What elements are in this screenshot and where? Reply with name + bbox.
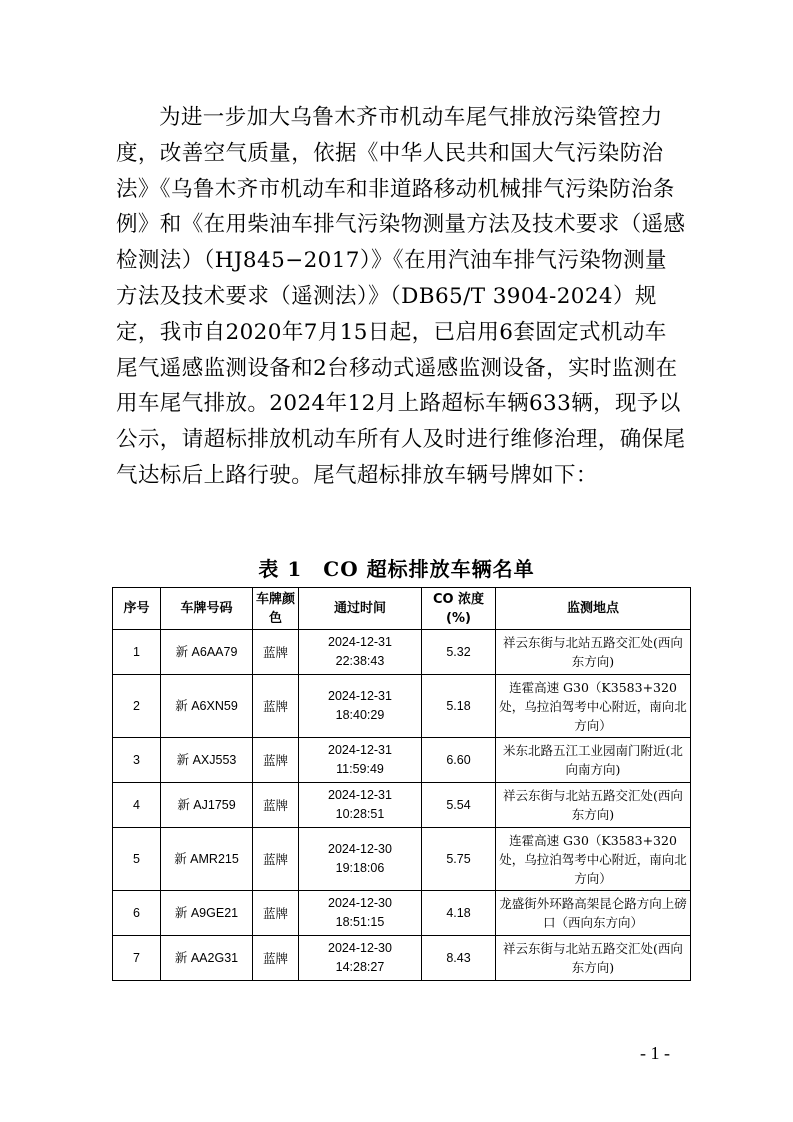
cell-plate: 新 A6XN59: [161, 675, 253, 738]
cell-date: 2024-12-30: [328, 896, 392, 910]
cell-time: [299, 675, 422, 738]
cell-seq: 4: [113, 783, 161, 828]
cell-co: 5.75: [422, 828, 496, 891]
cell-color: 蓝牌: [253, 828, 299, 891]
cell-location: 连霍高速 G30（K3583+320 处，乌拉泊驾考中心附近，南向北方向）: [496, 675, 691, 738]
cell-co: 5.32: [422, 630, 496, 675]
table-row: [113, 891, 691, 936]
cell-seq: 5: [113, 828, 161, 891]
cell-location: 龙盛街外环路高架昆仑路方向上磅口（西向东方向）: [496, 891, 691, 936]
cell-date: 2024-12-30: [328, 842, 392, 856]
body-paragraph: [116, 100, 688, 494]
cell-plate: 新 AXJ553: [161, 738, 253, 783]
cell-date: 2024-12-30: [328, 941, 392, 955]
cell-clock: 11:59:49: [336, 762, 384, 776]
cell-color: 蓝牌: [253, 738, 299, 783]
cell-time: [299, 783, 422, 828]
cell-time: [299, 936, 422, 981]
header-color: 车牌颜色: [253, 588, 299, 630]
cell-clock: 22:38:43: [335, 654, 385, 668]
cell-co: 4.18: [422, 891, 496, 936]
cell-color: 蓝牌: [253, 891, 299, 936]
cell-seq: 3: [113, 738, 161, 783]
page-number: - 1 -: [640, 1043, 670, 1063]
cell-date: 2024-12-31: [328, 689, 392, 703]
table-row: [113, 783, 691, 828]
cell-plate: 新 AJ1759: [161, 783, 253, 828]
cell-location: 祥云东街与北站五路交汇处(西向东方向): [496, 783, 691, 828]
cell-date: 2024-12-31: [328, 635, 392, 649]
co-exceed-table: [112, 587, 691, 981]
cell-date: 2024-12-31: [328, 788, 392, 802]
cell-location: 祥云东街与北站五路交汇处(西向东方向): [496, 936, 691, 981]
table-row: [113, 675, 691, 738]
cell-time: [299, 738, 422, 783]
cell-plate: 新 A9GE21: [161, 891, 253, 936]
cell-plate: 新 AA2G31: [161, 936, 253, 981]
cell-seq: 7: [113, 936, 161, 981]
cell-co: 5.54: [422, 783, 496, 828]
cell-time: [299, 630, 422, 675]
header-location: 监测地点: [496, 588, 691, 630]
cell-date: 2024-12-31: [328, 743, 392, 757]
cell-clock: 18:51:15: [335, 915, 385, 929]
cell-seq: 2: [113, 675, 161, 738]
header-time: 通过时间: [299, 588, 422, 630]
cell-time: [299, 891, 422, 936]
cell-color: 蓝牌: [253, 675, 299, 738]
cell-clock: 19:18:06: [335, 861, 385, 875]
cell-location: 米东北路五江工业园南门附近(北向南方向): [496, 738, 691, 783]
cell-seq: 1: [113, 630, 161, 675]
cell-co: 8.43: [422, 936, 496, 981]
table-row: [113, 936, 691, 981]
table-row: [113, 630, 691, 675]
cell-clock: 18:40:29: [335, 708, 385, 722]
cell-color: 蓝牌: [253, 936, 299, 981]
cell-time: [299, 828, 422, 891]
paragraph-text: 为进一步加大乌鲁木齐市机动车尾气排放污染管控力度，改善空气质量，依据《中华人民共和国大气污染防治法》《乌鲁木齐市机动车和非道路移动机械排气污染防治条例》和《在用柴油车排气污染物测量方法及技术要求（遥感检测法）（HJ845−2017）》《在用汽油车排气污染物测量方法及技术要求（遥测法）》（DB65/T 3904-2024）规定，我市自2020年7月15日起，已启用6套固定式机动车尾气遥感监测设备和2台移动式遥感监测设备，实时监测在用车尾气排放。2024年12月上路超标车辆633辆，现予以公示，请超标排放机动车所有人及时进行维修治理，确保尾气达标后上路行驶。尾气超标排放车辆号牌如下：: [116, 105, 686, 488]
header-co: CO 浓度(%): [422, 588, 496, 630]
table-title: 表 1 CO 超标排放车辆名单: [258, 557, 535, 581]
table-row: [113, 828, 691, 891]
table-header-row: [113, 588, 691, 630]
cell-co: 6.60: [422, 738, 496, 783]
header-seq: 序号: [113, 588, 161, 630]
table-row: [113, 738, 691, 783]
cell-clock: 10:28:51: [335, 807, 385, 821]
cell-location: 连霍高速 G30（K3583+320 处，乌拉泊驾考中心附近，南向北方向）: [496, 828, 691, 891]
cell-clock: 14:28:27: [335, 960, 385, 974]
cell-seq: 6: [113, 891, 161, 936]
header-plate: 车牌号码: [161, 588, 253, 630]
cell-location: 祥云东街与北站五路交汇处(西向东方向): [496, 630, 691, 675]
cell-co: 5.18: [422, 675, 496, 738]
cell-plate: 新 AMR215: [161, 828, 253, 891]
cell-color: 蓝牌: [253, 630, 299, 675]
cell-color: 蓝牌: [253, 783, 299, 828]
cell-plate: 新 A6AA79: [161, 630, 253, 675]
